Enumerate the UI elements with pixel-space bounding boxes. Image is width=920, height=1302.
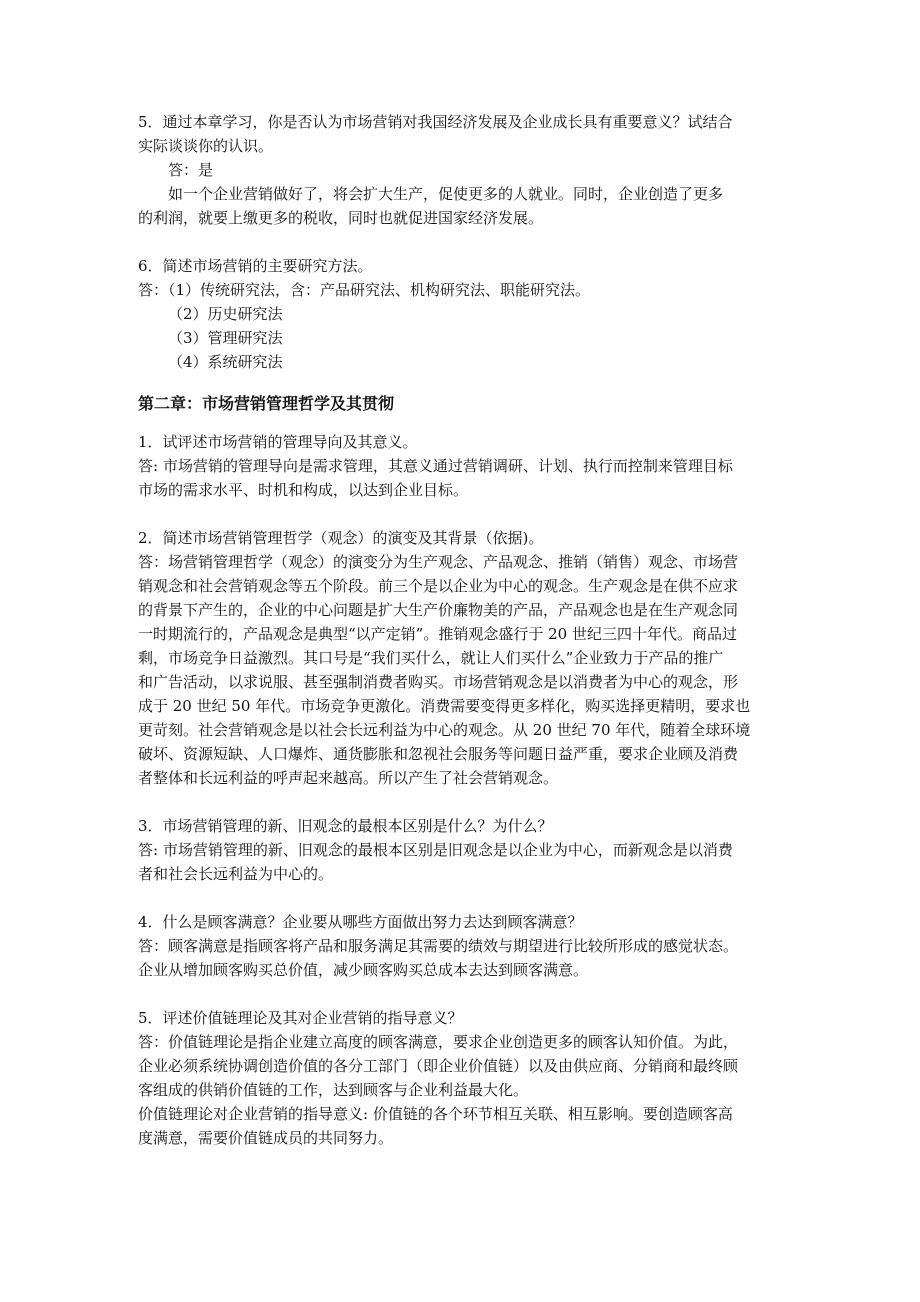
answer-text: 一时期流行的，产品观念是典型“以产定销”。推销观念盛行于 20 世纪三四十年代。商品过 [138, 625, 737, 643]
document-body [138, 110, 788, 1150]
answer-text: 答：（1）传统研究法，含：产品研究法、机构研究法、职能研究法。 [138, 281, 591, 299]
question-text: 5．评述价值链理论及其对企业营销的指导意义？ [138, 1009, 463, 1027]
answer-text: 破坏、资源短缺、人口爆炸、通货膨胀和忽视社会服务等问题日益严重，要求企业顾及消费 [138, 745, 739, 763]
answer-text: 成于 20 世纪 50 年代。市场竞争更激化。消费需要变得更多样化，购买选择更精明，要求也 [138, 697, 751, 715]
answer-text: （4）系统研究法 [168, 353, 283, 371]
question-text: 3．市场营销管理的新、旧观念的最根本区别是什么？为什么？ [138, 817, 553, 835]
question-text: 4．什么是顾客满意？企业要从哪些方面做出努力去达到顾客满意？ [138, 913, 583, 931]
answer-text: 答: 市场营销管理的新、旧观念的最根本区别是旧观念是以企业为中心，而新观念是以消费 [138, 841, 733, 859]
question-text: 2．简述市场营销管理哲学（观念）的演变及其背景（依据)。 [138, 529, 544, 547]
answer-text: 销观念和社会营销观念等五个阶段。前三个是以企业为中心的观念。生产观念是在供不应求 [138, 577, 739, 595]
answer-text: 和广告活动，以求说服、甚至强制消费者购买。市场营销观念是以消费者为中心的观念，形 [138, 673, 739, 691]
answer-text: 的背景下产生的，企业的中心问题是扩大生产价廉物美的产品，产品观念也是在生产观念同 [138, 601, 739, 619]
answer-text: 答：价值链理论是指企业建立高度的顾客满意，要求企业创造更多的顾客认知价值。为此， [138, 1033, 739, 1051]
answer-text: 市场的需求水平、时机和构成，以达到企业目标。 [138, 481, 469, 499]
chapter2-q4 [138, 910, 788, 982]
chapter2-q3 [138, 814, 788, 886]
answer-text: 答: 市场营销的管理导向是需求管理，其意义通过营销调研、计划、执行而控制来管理目标 [138, 457, 733, 475]
answer-text: 答：顾客满意是指顾客将产品和服务满足其需要的绩效与期望进行比较所形成的感觉状态。 [138, 937, 739, 955]
answer-text: 企业从增加顾客购买总价值，减少顾客购买总成本去达到顾客满意。 [138, 961, 589, 979]
answer-text: 剩，市场竞争日益激烈。其口号是“我们买什么，就让人们买什么”企业致力于产品的推广 [138, 649, 724, 667]
answer-text: 客组成的供销价值链的工作，达到顾客与企业利益最大化。 [138, 1081, 529, 1099]
chapter1-q5 [138, 110, 788, 230]
chapter1-q6 [138, 254, 788, 374]
answer-text: 者和社会长远利益为中心的。 [138, 865, 334, 883]
chapter-heading: 第二章：市场营销管理哲学及其贯彻 [138, 394, 395, 413]
answer-text: 的利润，就要上缴更多的税收，同时也就促进国家经济发展。 [138, 209, 544, 227]
answer-text: （2）历史研究法 [168, 305, 283, 323]
question-text: 实际谈谈你的认识。 [138, 137, 274, 155]
answer-text: 者整体和长远利益的呼声起来越高。所以产生了社会营销观念。 [138, 769, 559, 787]
chapter2-q5 [138, 1006, 788, 1150]
answer-text: 答：是 [168, 161, 214, 179]
answer-text: 更苛刻。社会营销观念是以社会长远利益为中心的观念。从 20 世纪 70 年代，随着全球环境 [138, 721, 751, 739]
question-text: 1．试评述市场营销的管理导向及其意义。 [138, 433, 418, 451]
answer-text: （3）管理研究法 [168, 329, 283, 347]
answer-text: 企业必须系统协调创造价值的各分工部门（即企业价值链）以及由供应商、分销商和最终顾 [138, 1057, 739, 1075]
answer-text: 答：场营销管理哲学（观念）的演变分为生产观念、产品观念、推销（销售）观念、市场营 [138, 553, 739, 571]
chapter2-q2 [138, 526, 788, 790]
question-text: 6．简述市场营销的主要研究方法。 [138, 257, 373, 275]
answer-text: 度满意，需要价值链成员的共同努力。 [138, 1129, 394, 1147]
question-text: 5．通过本章学习，你是否认为市场营销对我国经济发展及企业成长具有重要意义？试结合 [138, 113, 733, 131]
chapter2-q1 [138, 430, 788, 502]
answer-text: 价值链理论对企业营销的指导意义: 价值链的各个环节相互关联、相互影响。要创造顾客高 [138, 1105, 733, 1123]
answer-text: 如一个企业营销做好了，将会扩大生产，促使更多的人就业。同时，企业创造了更多 [168, 185, 724, 203]
